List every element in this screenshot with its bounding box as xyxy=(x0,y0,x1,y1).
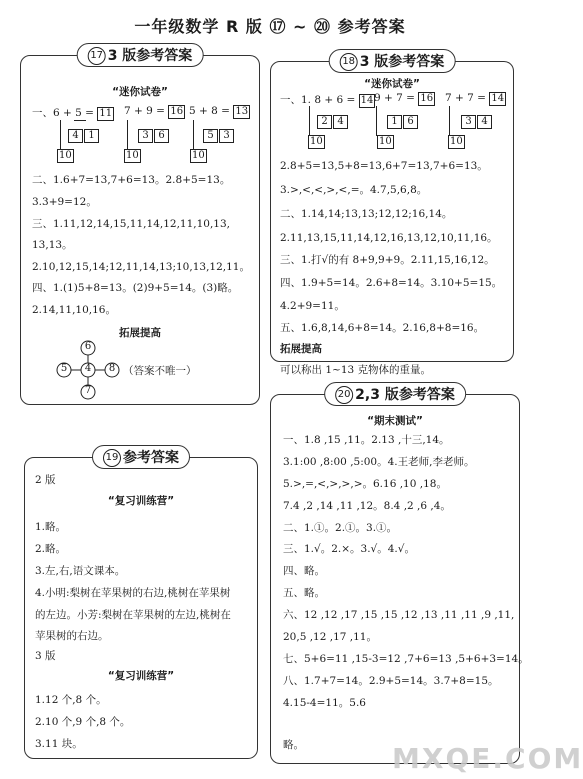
answer-line: 4.2+9=11。 xyxy=(280,300,345,312)
split-box: 1 xyxy=(387,115,402,129)
answer-line: 四、略。 xyxy=(283,565,325,577)
answer-line: 略。 xyxy=(283,739,304,751)
diagram-right: 8 xyxy=(108,363,116,374)
answer-line: 五、1.6,8,14,6+8=14。2.16,8+8=16。 xyxy=(280,322,485,334)
split-box: 3 xyxy=(219,129,234,143)
ten-box: 10 xyxy=(126,150,139,161)
split-box: 5 xyxy=(203,129,218,143)
split-box: 2 xyxy=(317,115,332,129)
panel-19-number: 19 xyxy=(103,449,121,467)
expr-text: 7 + 9 = xyxy=(124,105,165,117)
ten-box: 10 xyxy=(192,150,205,161)
answer-line: 2.略。 xyxy=(35,543,67,555)
answer-line: 一、1.8 ,15 ,11。2.13 ,十三,14。 xyxy=(283,434,450,446)
answer-line: 3.1:00 ,8:00 ,5:00。4.王老师,李老师。 xyxy=(283,456,475,468)
answer-line: 5.>,=,<,>,>,>。6.16 ,10 ,18。 xyxy=(283,478,447,490)
panel-17-number: 17 xyxy=(88,47,106,65)
answer-line: 七、5+6=11 ,15-3=12 ,7+6=13 ,5+6+3=14。 xyxy=(283,653,529,665)
split-line xyxy=(60,120,61,150)
answer-line: 2.8+5=13,5+8=13,6+7=13,7+6=13。 xyxy=(280,160,488,172)
split-box: 4 xyxy=(477,115,492,129)
ten-box: 10 xyxy=(450,136,463,147)
answer-line: 苹果树的右边。 xyxy=(35,630,109,642)
page-title-text: 一年级数学 R 版 xyxy=(134,17,263,36)
diagram-bottom: 7 xyxy=(84,385,92,396)
expr-text: 一、1. 8 + 6 = xyxy=(280,94,356,106)
split-line xyxy=(193,120,194,150)
panel-18-subtitle: “迷你试卷” xyxy=(364,78,420,90)
answer-line: 二、1.①。2.①。3.①。 xyxy=(283,522,398,534)
answer-line: 三、1.√。2.×。3.√。4.√。 xyxy=(283,543,415,555)
split-box: 3 xyxy=(138,129,153,143)
panel-20-subtitle: “期末测试” xyxy=(367,415,423,427)
answer-line: 的左边。小芳:梨树在苹果树的左边,桃树在 xyxy=(35,609,231,621)
panel-19-subtitle-3: “复习训练营” xyxy=(107,670,175,682)
panel-18-q1-b xyxy=(374,92,435,106)
split-line xyxy=(376,106,377,136)
ten-box: 10 xyxy=(379,136,392,147)
answer-line: 1.略。 xyxy=(35,521,67,533)
answer-box: 11 xyxy=(99,108,113,119)
panel-20 xyxy=(270,387,529,764)
split-box: 4 xyxy=(333,115,348,129)
panel-18-header-text: 3 版参考答案 xyxy=(359,54,445,70)
answer-line: 四、1.(1)5+8=13。(2)9+5=14。(3)略。 xyxy=(32,282,239,294)
expr-text: 9 + 7 = xyxy=(374,92,415,104)
answer-line: 2.14,11,10,16。 xyxy=(32,304,116,316)
expr-text: 5 + 8 = xyxy=(189,105,230,117)
split-box: 3 xyxy=(461,115,476,129)
ten-box: 10 xyxy=(59,150,72,161)
answer-line: 2.11,13,15,11,14,12,16,13,12,10,11,16。 xyxy=(280,232,498,244)
panel-17-q1-b xyxy=(124,105,185,119)
expr-text: 7 + 7 = xyxy=(445,92,486,104)
panel-17 xyxy=(20,48,260,405)
diagram-left: 5 xyxy=(60,363,68,374)
split-box: 6 xyxy=(403,115,418,129)
diagram-center: 4 xyxy=(84,363,92,374)
split-box: 6 xyxy=(154,129,169,143)
extension-heading: 拓展提高 xyxy=(119,327,161,339)
split-box: 1 xyxy=(84,129,99,143)
answer-line: 1.12 个,8 个。 xyxy=(35,694,107,706)
panel-17-header xyxy=(77,43,204,67)
diagram-note: （答案不唯一） xyxy=(123,365,197,377)
answer-box: 13 xyxy=(235,106,249,117)
split-line xyxy=(74,120,86,121)
split-box: 4 xyxy=(68,129,83,143)
answer-line: 二、1.14,14;13,13;12,12;16,14。 xyxy=(280,208,453,220)
answer-line: 三、1.打√的有 8+9,9+9。2.11,15,16,12。 xyxy=(280,254,495,266)
answer-box: 16 xyxy=(420,93,434,104)
answer-line: 2.10,12,15,14;12,11,14,13;10,13,12,11。 xyxy=(32,261,250,273)
answer-line: 3.3+9=12。 xyxy=(32,196,97,208)
extension-text: 可以称出 1~13 克物体的重量。 xyxy=(280,364,432,376)
answer-line: 3.11 块。 xyxy=(35,738,83,750)
answer-box: 16 xyxy=(170,106,184,117)
panel-19-header xyxy=(92,445,190,469)
extension-heading: 拓展提高 xyxy=(280,343,322,355)
panel-17-q1-c xyxy=(189,105,250,119)
answer-line: 三、1.11,12,14,15,11,14,12,11,10,13, xyxy=(32,218,231,230)
panel-17-subtitle: “迷你试卷” xyxy=(112,86,168,98)
panel-18-q1-a xyxy=(280,92,375,108)
answer-line: 五、略。 xyxy=(283,587,325,599)
page-title-range: ⑰ ~ ⑳ 参考答案 xyxy=(269,17,406,36)
answer-line: 13,13。 xyxy=(32,239,73,251)
panel-20-header xyxy=(324,382,466,406)
page-title xyxy=(0,14,540,37)
panel-18-q1-c xyxy=(445,92,506,106)
answer-line: 7.4 ,2 ,14 ,11 ,12。8.4 ,2 ,6 ,4。 xyxy=(283,500,451,512)
ten-box: 10 xyxy=(310,136,323,147)
version-label: 3 版 xyxy=(35,650,56,662)
watermark: MXQE.COM xyxy=(392,742,583,775)
answer-box: 14 xyxy=(491,93,505,104)
diagram-top: 6 xyxy=(84,341,92,352)
answer-line: 2.10 个,9 个,8 个。 xyxy=(35,716,131,728)
expr-text: 一、6 + 5 = xyxy=(32,107,94,119)
answer-line: 二、1.6+7=13,7+6=13。2.8+5=13。 xyxy=(32,174,231,186)
split-line xyxy=(449,106,450,136)
answer-line: 3.>,<,<,>,<,=。4.7,5,6,8。 xyxy=(280,184,428,196)
answer-line: 4.15-4=11。5.6 xyxy=(283,697,366,709)
panel-19-subtitle-2: “复习训练营” xyxy=(107,495,175,507)
panel-19-header-text: 参考答案 xyxy=(123,450,179,466)
panel-17-header-text: 3 版参考答案 xyxy=(107,48,193,64)
panel-20-number: 20 xyxy=(335,386,353,404)
answer-line: 八、1.7+7=14。2.9+5=14。3.7+8=15。 xyxy=(283,675,499,687)
answer-line: 六、12 ,12 ,17 ,15 ,15 ,12 ,13 ,11 ,11 ,9 ,11, xyxy=(283,609,515,621)
split-line xyxy=(127,120,128,150)
panel-17-q1-a xyxy=(32,105,114,121)
panel-18 xyxy=(270,54,514,376)
split-line xyxy=(309,106,310,136)
answer-line: 20,5 ,12 ,17 ,11。 xyxy=(283,631,377,643)
panel-18-header xyxy=(329,49,456,73)
answer-line: 4.小明:梨树在苹果树的右边,桃树在苹果树 xyxy=(35,587,231,599)
answer-box: 14 xyxy=(360,95,374,106)
answer-line: 3.左,右,语文课本。 xyxy=(35,565,126,577)
panel-18-number: 18 xyxy=(340,53,358,71)
answer-line: 四、1.9+5=14。2.6+8=14。3.10+5=15。 xyxy=(280,277,503,289)
panel-20-header-text: 2,3 版参考答案 xyxy=(355,387,455,403)
panel-19 xyxy=(24,450,258,759)
version-label: 2 版 xyxy=(35,474,56,486)
